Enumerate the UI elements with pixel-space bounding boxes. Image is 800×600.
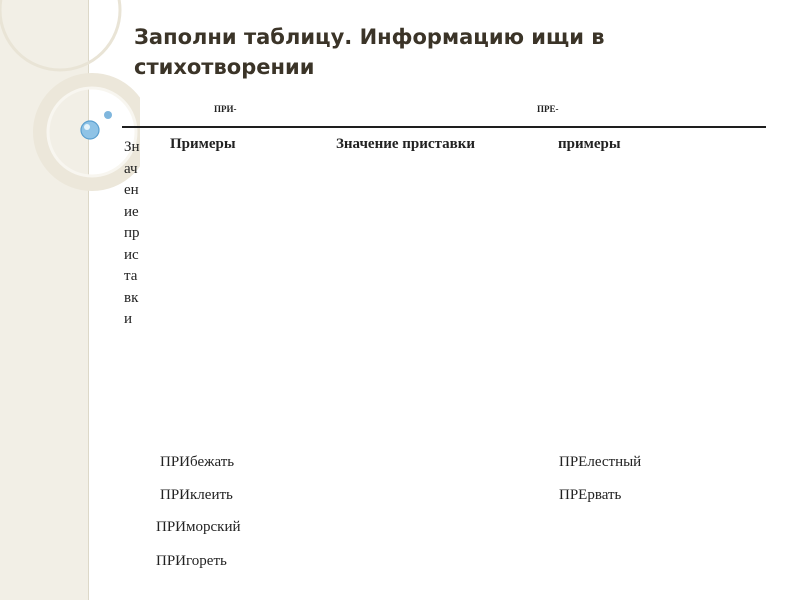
syllable: пр — [124, 225, 140, 241]
table-header-rule — [122, 126, 766, 128]
example-pre: ПРЕрвать — [559, 487, 622, 503]
column-header-meaning: Значение приставки — [336, 136, 475, 152]
group-header-pri: ПРИ- — [214, 104, 237, 114]
syllable: ен — [124, 182, 139, 198]
syllable: вк — [124, 289, 139, 306]
example-pri: ПРИморский — [156, 519, 241, 535]
syllable: та — [124, 268, 138, 284]
syllable: ис — [124, 246, 139, 263]
title-line-2: стихотворении — [134, 55, 315, 79]
decorative-rings — [0, 0, 140, 240]
column-header-primery-2: примеры — [558, 136, 621, 152]
example-pri: ПРИклеить — [160, 487, 233, 503]
example-pri: ПРИбежать — [160, 454, 235, 470]
syllable: ие — [124, 203, 139, 220]
example-pre: ПРЕлестный — [559, 454, 642, 470]
slide-title — [134, 22, 734, 82]
example-pri: ПРИгореть — [156, 553, 227, 569]
title-line-1: Заполни таблицу. Информацию ищи в — [134, 25, 605, 49]
group-header-pre: ПРЕ- — [537, 104, 559, 114]
syllable: и — [124, 311, 133, 327]
first-column-header — [124, 137, 154, 331]
column-header-primery: Примеры — [170, 136, 236, 152]
syllable: ач — [124, 160, 138, 177]
syllable: Зн — [124, 139, 140, 155]
